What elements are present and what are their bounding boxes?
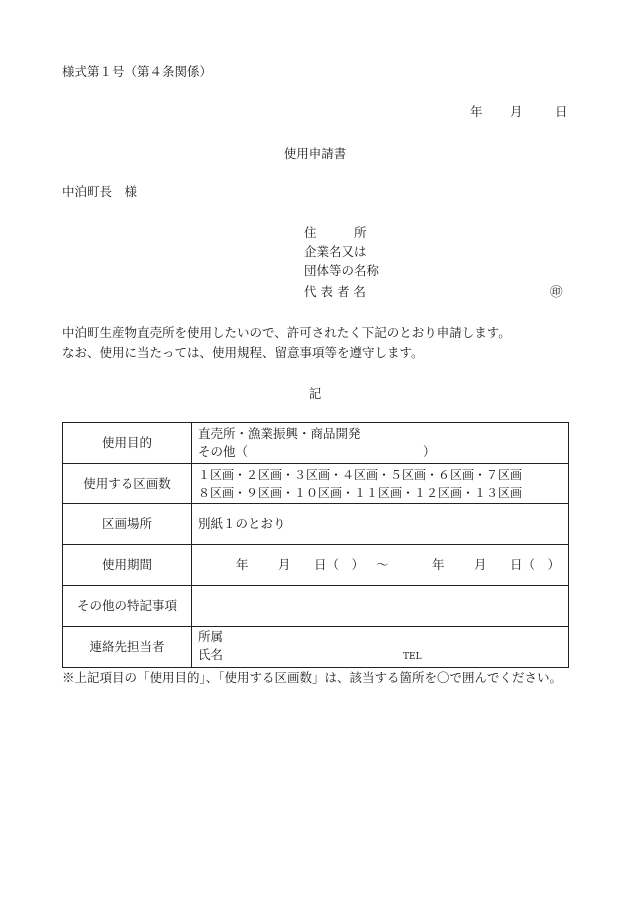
applicant-company-label: 企業名又は bbox=[304, 244, 367, 259]
period-year-2: 年 bbox=[432, 557, 445, 572]
period-year-1: 年 bbox=[236, 557, 249, 572]
purpose-value[interactable] bbox=[192, 423, 569, 464]
sections-line-2: ８区画・９区画・１０区画・１１区画・１２区画・１３区画 bbox=[198, 485, 523, 500]
period-day-2: 日（ ） bbox=[510, 557, 561, 572]
contact-name-row bbox=[198, 646, 568, 666]
applicant-representative-label: 代 表 者 名 bbox=[304, 284, 366, 299]
table-row-sections bbox=[63, 464, 569, 504]
contact-name: 氏名 bbox=[198, 647, 224, 662]
purpose-options: 直売所・漁業振興・商品開発 bbox=[198, 426, 361, 441]
table-row-contact bbox=[63, 627, 569, 668]
date-line bbox=[470, 103, 568, 121]
location-label: 区画場所 bbox=[63, 504, 192, 545]
table-row-location bbox=[63, 504, 569, 545]
body-text-1: 中泊町生産物直売所を使用したいので、許可されたく下記のとおり申請します。 bbox=[62, 325, 511, 340]
applicant-group-label: 団体等の名称 bbox=[304, 263, 380, 278]
page-title: 使用申請書 bbox=[283, 146, 347, 161]
sections-value[interactable] bbox=[192, 464, 569, 504]
footnote: ※上記項目の「使用目的」、「使用する区画数」は、該当する箇所を〇で囲んでください。 bbox=[62, 670, 563, 685]
date-month: 月 bbox=[510, 104, 523, 119]
addressee: 中泊町長 様 bbox=[62, 184, 138, 199]
notes-value[interactable] bbox=[192, 586, 569, 627]
contact-affiliation: 所属 bbox=[198, 629, 224, 644]
period-label: 使用期間 bbox=[63, 545, 192, 586]
period-tilde: ～ bbox=[376, 557, 389, 572]
ki-heading: 記 bbox=[308, 386, 322, 401]
date-year: 年 bbox=[470, 104, 483, 119]
table-row-notes bbox=[63, 586, 569, 627]
application-table bbox=[62, 422, 569, 668]
table-row-period bbox=[63, 545, 569, 586]
applicant-address-label: 住 所 bbox=[304, 225, 367, 240]
period-month-2: 月 bbox=[474, 557, 487, 572]
contact-value[interactable] bbox=[192, 627, 569, 668]
notes-label: その他の特記事項 bbox=[63, 586, 192, 627]
period-day-1: 日（ ） bbox=[314, 557, 365, 572]
contact-label: 連絡先担当者 bbox=[63, 627, 192, 668]
seal-mark: ㊞ bbox=[550, 284, 563, 299]
period-month-1: 月 bbox=[278, 557, 291, 572]
sections-label: 使用する区画数 bbox=[63, 464, 192, 504]
period-value[interactable] bbox=[192, 545, 569, 586]
location-value[interactable]: 別紙１のとおり bbox=[192, 504, 569, 545]
sections-line-1: １区画・２区画・３区画・４区画・５区画・６区画・７区画 bbox=[198, 467, 523, 482]
body-text-2: なお、使用に当たっては、使用規程、留意事項等を遵守します。 bbox=[62, 345, 424, 360]
date-day: 日 bbox=[555, 104, 568, 119]
table-row-purpose bbox=[63, 423, 569, 464]
purpose-label: 使用目的 bbox=[63, 423, 192, 464]
form-number: 様式第１号（第４条関係） bbox=[62, 64, 213, 79]
contact-tel: TEL bbox=[403, 652, 422, 662]
purpose-other: その他（ ） bbox=[198, 444, 436, 459]
